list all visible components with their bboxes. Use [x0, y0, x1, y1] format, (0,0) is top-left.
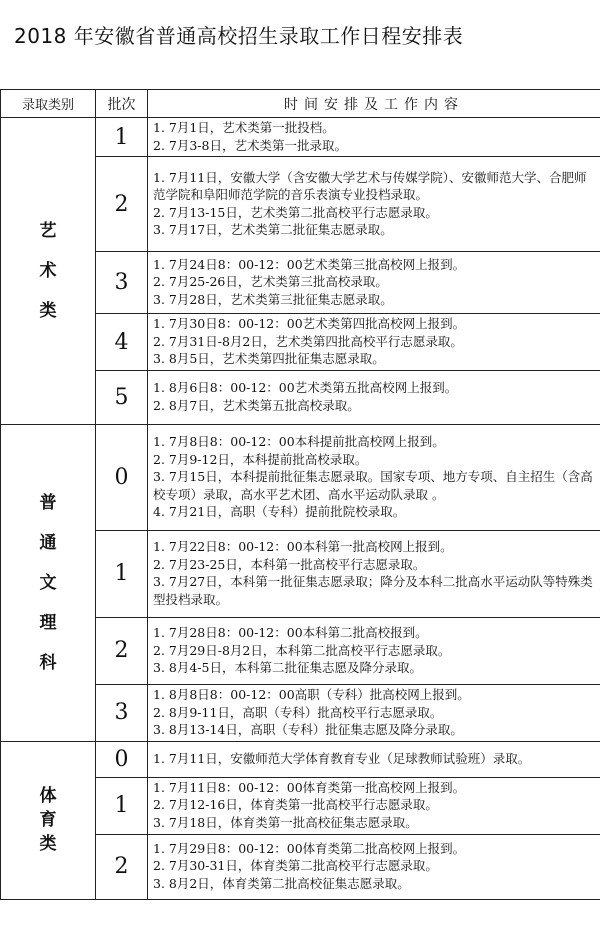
- content-cell: [148, 370, 600, 424]
- category-char: 育: [39, 810, 57, 831]
- schedule-item: 2. 7月29日-8月2日，本科第二批高校平行志愿录取。: [153, 642, 451, 658]
- schedule-item: 2. 7月13-15日，艺术类第二批高校平行志愿录取。: [153, 204, 438, 220]
- schedule-item: 3. 8月4-5日，本科第二批征集志愿及降分录取。: [153, 660, 422, 676]
- schedule-item: 2. 8月9-11日，高职（专科）批高校平行志愿录取。: [153, 704, 443, 720]
- batch-cell: 3: [96, 252, 148, 314]
- content-cell: [148, 834, 600, 899]
- schedule-item: 3. 8月5日，艺术类第四批征集志愿录取。: [153, 351, 385, 367]
- batch-cell: 4: [96, 314, 148, 371]
- schedule-item: 4. 7月21日，高职（专科）提前批院校录取。: [153, 504, 406, 520]
- batch-cell: 5: [96, 370, 148, 424]
- content-cell: [148, 530, 600, 617]
- content-cell: [148, 157, 600, 252]
- content-cell: [148, 252, 600, 314]
- schedule-item: 2. 7月9-12日，本科提前批高校录取。: [153, 451, 368, 467]
- schedule-item: 1. 7月8日8：00-12：00本科提前批高校网上报到。: [153, 433, 445, 449]
- category-char: 通: [39, 532, 57, 553]
- batch-cell: 2: [96, 157, 148, 252]
- schedule-item: 1. 7月24日8：00-12：00艺术类第三批高校网上报到。: [153, 256, 466, 272]
- content-cell: [148, 684, 600, 741]
- schedule-table: [0, 89, 600, 900]
- category-cell: [1, 424, 96, 741]
- schedule-item: 2. 8月7日，艺术类第五批高校录取。: [153, 397, 360, 413]
- table-header-row: [1, 90, 600, 118]
- content-cell: [148, 424, 600, 530]
- content-cell: [148, 118, 600, 157]
- content-cell: [148, 777, 600, 834]
- header-category: 录取类别: [1, 90, 96, 118]
- schedule-item: 1. 8月6日8：00-12：00艺术类第五批高校网上报到。: [153, 380, 458, 396]
- schedule-item: 1. 7月11日8：00-12：00体育类第一批高校网上报到。: [153, 779, 466, 795]
- table-row: [1, 118, 600, 157]
- category-char: 文: [39, 572, 57, 593]
- batch-cell: 3: [96, 684, 148, 741]
- category-char: 艺: [39, 220, 57, 241]
- schedule-item: 2. 7月3-8日，艺术类第一批录取。: [153, 137, 347, 153]
- schedule-item: 2. 7月30-31日，体育类第二批高校平行志愿录取。: [153, 858, 438, 874]
- schedule-item: 1. 7月22日8：00-12：00本科第一批高校网上报到。: [153, 539, 453, 555]
- schedule-item: 3. 7月15日，本科提前批征集志愿录取。国家专项、地方专项、自主招生（含高校专项）录取，高水平艺术团、高水平运动队录取 。: [153, 469, 593, 502]
- content-cell: [148, 617, 600, 684]
- schedule-item: 3. 7月18日，体育类第一批高校征集志愿录取。: [153, 815, 418, 831]
- category-char: 术: [39, 260, 57, 281]
- category-cell: [1, 118, 96, 425]
- batch-cell: 1: [96, 118, 148, 157]
- batch-cell: 1: [96, 777, 148, 834]
- schedule-item: 1. 8月8日8：00-12：00高职（专科）批高校网上报到。: [153, 686, 470, 702]
- category-char: 理: [39, 612, 57, 633]
- header-batch: 批次: [96, 90, 148, 118]
- schedule-item: 1. 7月11日，安徽师范大学体育教育专业（足球教师试验班）录取。: [153, 750, 531, 766]
- batch-cell: 0: [96, 424, 148, 530]
- table-row: [1, 741, 600, 777]
- content-cell: [148, 741, 600, 777]
- schedule-item: 2. 7月31日-8月2日，艺术类第四批高校平行志愿录取。: [153, 333, 463, 349]
- table-row: [1, 424, 600, 530]
- schedule-item: 3. 8月2日，体育类第二批高校征集志愿录取。: [153, 876, 410, 892]
- schedule-item: 1. 7月29日8：00-12：00体育类第二批高校网上报到。: [153, 840, 466, 856]
- category-char: 类: [39, 300, 57, 321]
- schedule-item: 3. 7月28日，艺术类第三批征集志愿录取。: [153, 291, 393, 307]
- batch-cell: 2: [96, 834, 148, 899]
- schedule-item: 1. 7月30日8：00-12：00艺术类第四批高校网上报到。: [153, 316, 466, 332]
- batch-cell: 1: [96, 530, 148, 617]
- table-body: [1, 118, 600, 900]
- category-char: 体: [39, 786, 57, 807]
- schedule-item: 1. 7月11日，安徽大学（含安徽大学艺术与传媒学院）、安徽师范大学、合肥师范学院和阜阳师范学院的音乐表演专业投档录取。: [153, 169, 587, 203]
- schedule-item: 2. 7月25-26日，艺术类第三批高校录取。: [153, 274, 388, 290]
- category-char: 普: [39, 492, 57, 513]
- schedule-item: 3. 7月27日，本科第一批征集志愿录取；降分及本科二批高水平运动队等特殊类型投档录取。: [153, 574, 593, 608]
- batch-cell: 0: [96, 741, 148, 777]
- page-title: 2018 年安徽省普通高校招生录取工作日程安排表: [14, 24, 464, 48]
- schedule-item: 3. 7月17日，艺术类第二批征集志愿录取。: [153, 222, 393, 238]
- category-char: 类: [39, 834, 57, 855]
- content-cell: [148, 314, 600, 371]
- schedule-item: 2. 7月23-25日，本科第一批高校平行志愿录取。: [153, 556, 426, 572]
- batch-cell: 2: [96, 617, 148, 684]
- schedule-item: 1. 7月28日8：00-12：00本科第二批高校报到。: [153, 625, 428, 641]
- schedule-item: 1. 7月1日，艺术类第一批投档。: [153, 120, 335, 135]
- category-char: 科: [39, 652, 57, 673]
- schedule-item: 3. 8月13-14日，高职（专科）批征集志愿及降分录取。: [153, 722, 463, 738]
- category-cell: [1, 741, 96, 899]
- schedule-item: 2. 7月12-16日，体育类第一批高校平行志愿录取。: [153, 797, 438, 813]
- header-content: 时间安排及工作内容: [148, 90, 600, 118]
